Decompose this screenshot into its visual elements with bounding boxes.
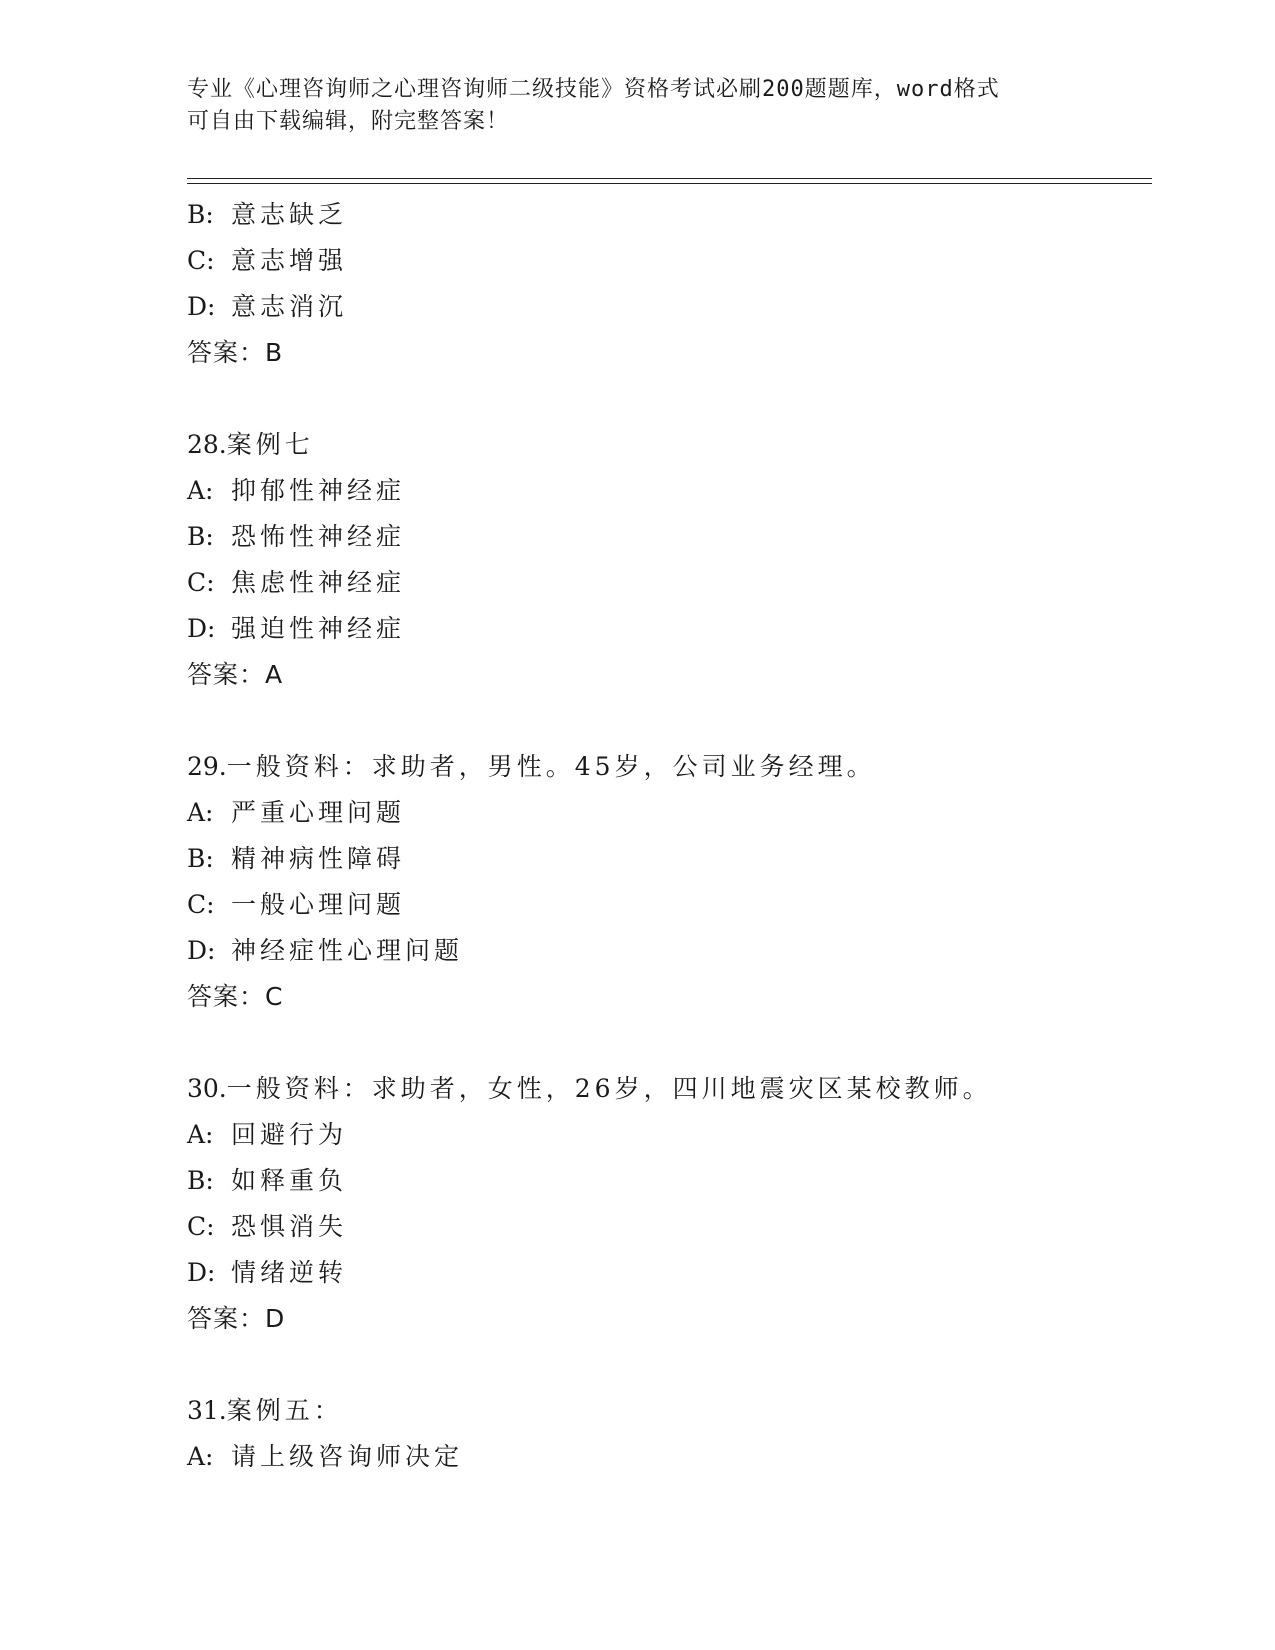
option-text: 请上级咨询师决定	[231, 1442, 464, 1471]
answer-line: 答案：A	[187, 660, 284, 689]
option-label: B:	[187, 1166, 214, 1195]
option-label: D:	[187, 614, 216, 643]
option-row	[187, 284, 1152, 330]
option-label: C:	[187, 568, 215, 597]
option-text: 严重心理问题	[231, 798, 406, 827]
option-row	[187, 1158, 1152, 1204]
option-row	[187, 882, 1152, 928]
option-row	[187, 1204, 1152, 1250]
option-text: 意志增强	[231, 246, 348, 275]
question-stem	[187, 422, 1152, 468]
option-row	[187, 560, 1152, 606]
block-spacer	[187, 1342, 1152, 1388]
option-text: 恐怖性神经症	[231, 522, 406, 551]
option-row	[187, 238, 1152, 284]
question-stem	[187, 1066, 1152, 1112]
option-text: 神经症性心理问题	[231, 936, 464, 965]
option-text: 焦虑性神经症	[231, 568, 406, 597]
option-text: 意志缺乏	[231, 200, 348, 229]
option-row	[187, 606, 1152, 652]
option-row	[187, 928, 1152, 974]
header-line-1: 专业《心理咨询师之心理咨询师二级技能》资格考试必刷200题题库，word格式	[187, 77, 1000, 102]
option-text: 精神病性障碍	[231, 844, 406, 873]
option-text: 情绪逆转	[231, 1258, 348, 1287]
question-text: 一般资料：求助者，女性，26岁，四川地震灾区某校教师。	[226, 1074, 992, 1103]
question-number: 29.	[187, 752, 227, 781]
option-label: D:	[187, 292, 216, 321]
option-label: C:	[187, 1212, 215, 1241]
option-row	[187, 192, 1152, 238]
option-row	[187, 1250, 1152, 1296]
option-label: A:	[187, 798, 214, 827]
option-text: 恐惧消失	[231, 1212, 348, 1241]
document-header	[187, 74, 1087, 138]
option-row	[187, 1434, 1152, 1480]
question-stem	[187, 1388, 1152, 1434]
option-text: 回避行为	[231, 1120, 348, 1149]
option-row	[187, 1112, 1152, 1158]
option-text: 强迫性神经症	[231, 614, 406, 643]
header-divider-top	[187, 178, 1152, 179]
question-number: 28.	[187, 430, 227, 459]
option-label: A:	[187, 1120, 214, 1149]
option-text: 一般心理问题	[231, 890, 406, 919]
option-row	[187, 468, 1152, 514]
question-number: 31.	[187, 1396, 227, 1425]
question-text: 一般资料：求助者，男性。45岁，公司业务经理。	[226, 752, 876, 781]
question-text: 案例七	[226, 430, 314, 459]
answer-line: 答案：B	[187, 338, 284, 367]
answer-line: 答案：C	[187, 982, 284, 1011]
option-label: D:	[187, 936, 216, 965]
option-text: 如释重负	[231, 1166, 348, 1195]
block-spacer	[187, 376, 1152, 422]
block-spacer	[187, 1020, 1152, 1066]
header-divider-bottom	[187, 183, 1152, 184]
answer-line: 答案：D	[187, 1304, 286, 1333]
option-label: C:	[187, 890, 215, 919]
option-label: D:	[187, 1258, 216, 1287]
question-stem	[187, 744, 1152, 790]
option-row	[187, 790, 1152, 836]
option-row	[187, 836, 1152, 882]
block-spacer	[187, 698, 1152, 744]
option-label: A:	[187, 1442, 214, 1471]
header-line-2: 可自由下载编辑，附完整答案！	[187, 109, 510, 134]
question-list	[187, 192, 1152, 1480]
option-label: A:	[187, 476, 214, 505]
option-text: 抑郁性神经症	[231, 476, 406, 505]
option-label: B:	[187, 522, 214, 551]
option-label: B:	[187, 844, 214, 873]
option-row	[187, 514, 1152, 560]
option-text: 意志消沉	[231, 292, 348, 321]
option-label: B:	[187, 200, 214, 229]
question-number: 30.	[187, 1074, 227, 1103]
option-label: C:	[187, 246, 215, 275]
question-text: 案例五：	[226, 1396, 343, 1425]
